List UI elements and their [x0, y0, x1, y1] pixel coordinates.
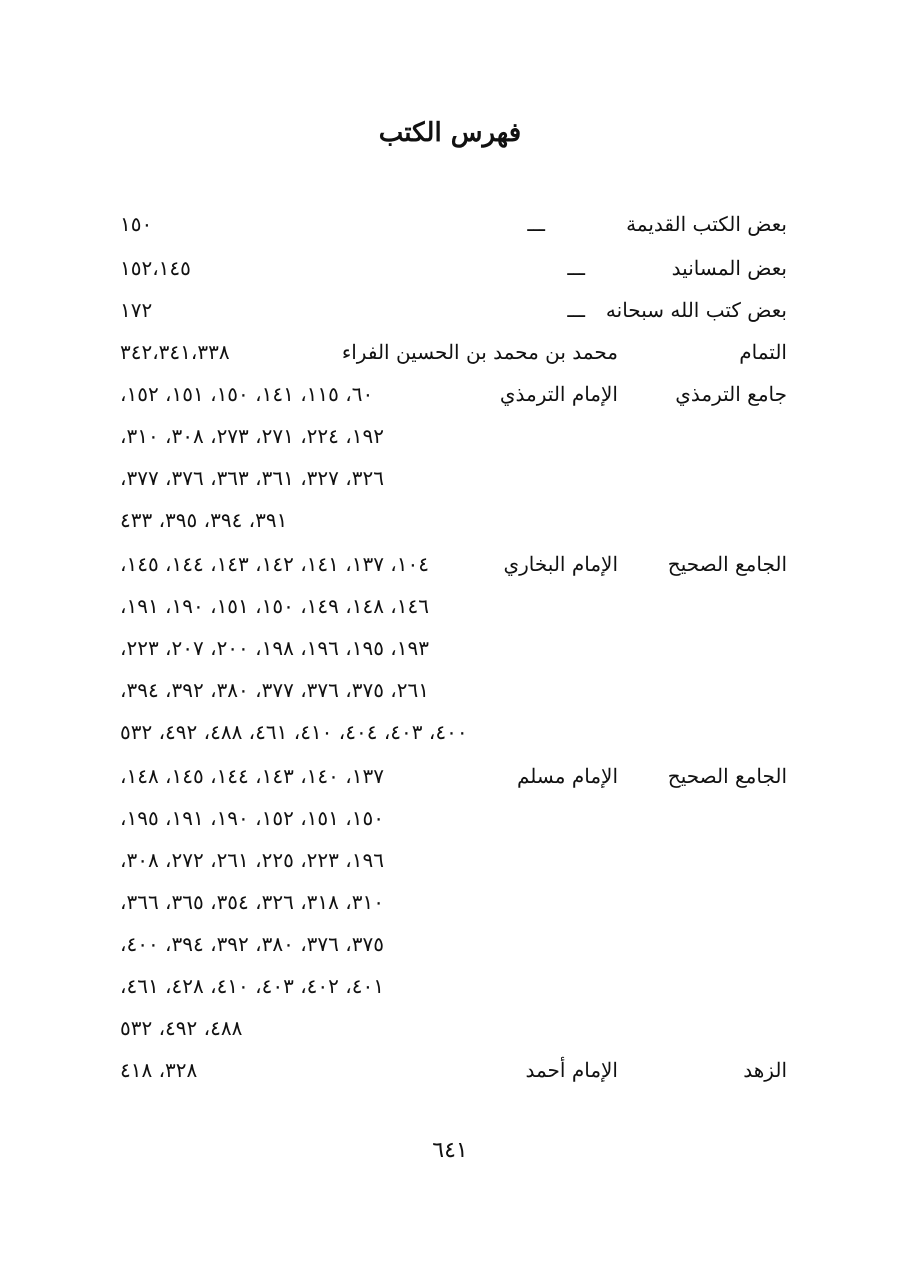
page-title: فهرس الكتب [378, 118, 522, 148]
index-entry [0, 974, 900, 1016]
page-references: ١٣٧، ١٤٠، ١٤٣، ١٤٤، ١٤٥، ١٤٨، [120, 764, 384, 788]
index-entry [0, 764, 900, 806]
page-references: ٣٤٢،٣٤١،٣٣٨ [120, 340, 230, 364]
page-references: ٤٠١، ٤٠٢، ٤٠٣، ٤١٠، ٤٢٨، ٤٦١، [120, 974, 384, 998]
index-entry [0, 720, 900, 762]
index-entry [0, 678, 900, 720]
page-references: ١٩٦، ٢٢٣، ٢٢٥، ٢٦١، ٢٧٢، ٣٠٨، [120, 848, 384, 872]
index-entry [0, 466, 900, 508]
index-entry [0, 890, 900, 932]
book-title: الجامع الصحيح [667, 764, 787, 788]
index-entry [0, 932, 900, 974]
page-references: ٢٦١، ٣٧٥، ٣٧٦، ٣٧٧، ٣٨٠، ٣٩٢، ٣٩٤، [120, 678, 429, 702]
page-references: ١٩٣، ١٩٥، ١٩٦، ١٩٨، ٢٠٠، ٢٠٧، ٢٢٣، [120, 636, 429, 660]
index-entry [0, 256, 900, 298]
book-title: الزهد [743, 1058, 787, 1082]
page-references: ١٩٢، ٢٢٤، ٢٧١، ٢٧٣، ٣٠٨، ٣١٠، [120, 424, 384, 448]
author-dash: ـــ [527, 212, 545, 236]
book-author: الإمام أحمد [525, 1058, 618, 1082]
index-entry [0, 424, 900, 466]
index-entry [0, 340, 900, 382]
index-entry [0, 1016, 900, 1058]
page-references: ٣٩١، ٣٩٤، ٣٩٥، ٤٣٣ [120, 508, 288, 532]
book-title: التمام [739, 340, 787, 364]
index-entry [0, 806, 900, 848]
page-references: ٣٧٥، ٣٧٦، ٣٨٠، ٣٩٢، ٣٩٤، ٤٠٠، [120, 932, 384, 956]
book-title: بعض الكتب القديمة [626, 212, 787, 236]
page-references: ١٥٠ [120, 212, 153, 236]
index-entry [0, 848, 900, 890]
index-entry [0, 382, 900, 424]
author-dash: ـــ [567, 298, 585, 322]
page-number: ٦٤١ [432, 1138, 468, 1163]
page-references: ٣١٠، ٣١٨، ٣٢٦، ٣٥٤، ٣٦٥، ٣٦٦، [120, 890, 384, 914]
book-author: الإمام البخاري [503, 552, 618, 576]
book-author: محمد بن محمد بن الحسين الفراء [341, 340, 618, 364]
index-entry [0, 636, 900, 678]
book-title: الجامع الصحيح [667, 552, 787, 576]
index-entry [0, 552, 900, 594]
book-title: بعض المسانيد [671, 256, 787, 280]
page-references: ٦٠، ١١٥، ١٤١، ١٥٠، ١٥١، ١٥٢، [120, 382, 374, 406]
book-author: الإمام الترمذي [499, 382, 618, 406]
book-author: الإمام مسلم [517, 764, 618, 788]
index-entry [0, 298, 900, 340]
page-references: ١٥٢،١٤٥ [120, 256, 191, 280]
book-title: جامع الترمذي [675, 382, 787, 406]
index-entry [0, 212, 900, 254]
index-entry [0, 594, 900, 636]
page-references: ١٠٤، ١٣٧، ١٤١، ١٤٢، ١٤٣، ١٤٤، ١٤٥، [120, 552, 429, 576]
page-references: ١٤٦، ١٤٨، ١٤٩، ١٥٠، ١٥١، ١٩٠، ١٩١، [120, 594, 429, 618]
page-references: ٣٢٦، ٣٢٧، ٣٦١، ٣٦٣، ٣٧٦، ٣٧٧، [120, 466, 384, 490]
page-references: ١٥٠، ١٥١، ١٥٢، ١٩٠، ١٩١، ١٩٥، [120, 806, 384, 830]
author-dash: ـــ [567, 256, 585, 280]
page-references: ٤٠٠، ٤٠٣، ٤٠٤، ٤١٠، ٤٦١، ٤٨٨، ٤٩٢، ٥٣٢ [120, 720, 468, 744]
book-title: بعض كتب الله سبحانه [605, 298, 787, 322]
page-references: ٤٨٨، ٤٩٢، ٥٣٢ [120, 1016, 243, 1040]
index-entry [0, 508, 900, 550]
page-references: ٣٢٨، ٤١٨ [120, 1058, 198, 1082]
index-entry [0, 1058, 900, 1100]
page-references: ١٧٢ [120, 298, 153, 322]
